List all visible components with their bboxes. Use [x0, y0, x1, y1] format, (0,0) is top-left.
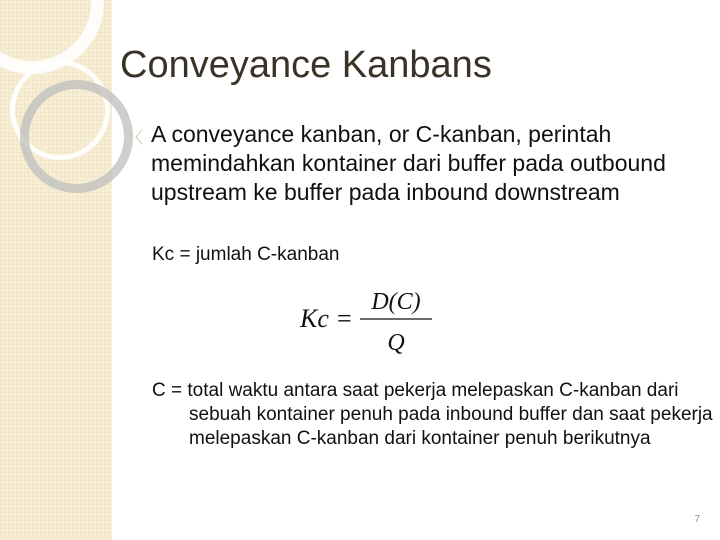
page-number: 7	[694, 514, 700, 525]
decorative-ring-gray	[20, 80, 133, 193]
formula-numerator: D(C)	[371, 289, 421, 315]
bullet-text: A conveyance kanban, or C-kanban, perintah memindahkan kontainer dari buffer pada outbound upstream ke buffer pada inbound downstream	[151, 121, 666, 205]
kc-formula	[298, 284, 448, 360]
decorative-side-band	[0, 0, 112, 540]
formula-denominator: Q	[387, 330, 405, 356]
decorative-bullet-icon: 〈	[127, 130, 144, 147]
c-definition: C = total waktu antara saat pekerja melepaskan C-kanban dari sebuah kontainer penuh pada inbound buffer dan saat pekerja melepaskan C-kanban dari kontainer penuh berikutnya	[152, 380, 713, 449]
formula-lhs: Kc =	[300, 304, 353, 333]
bullet-item	[127, 120, 687, 207]
kc-definition: Kc = jumlah C-kanban	[152, 244, 340, 265]
slide-title: Conveyance Kanbans	[120, 44, 492, 86]
